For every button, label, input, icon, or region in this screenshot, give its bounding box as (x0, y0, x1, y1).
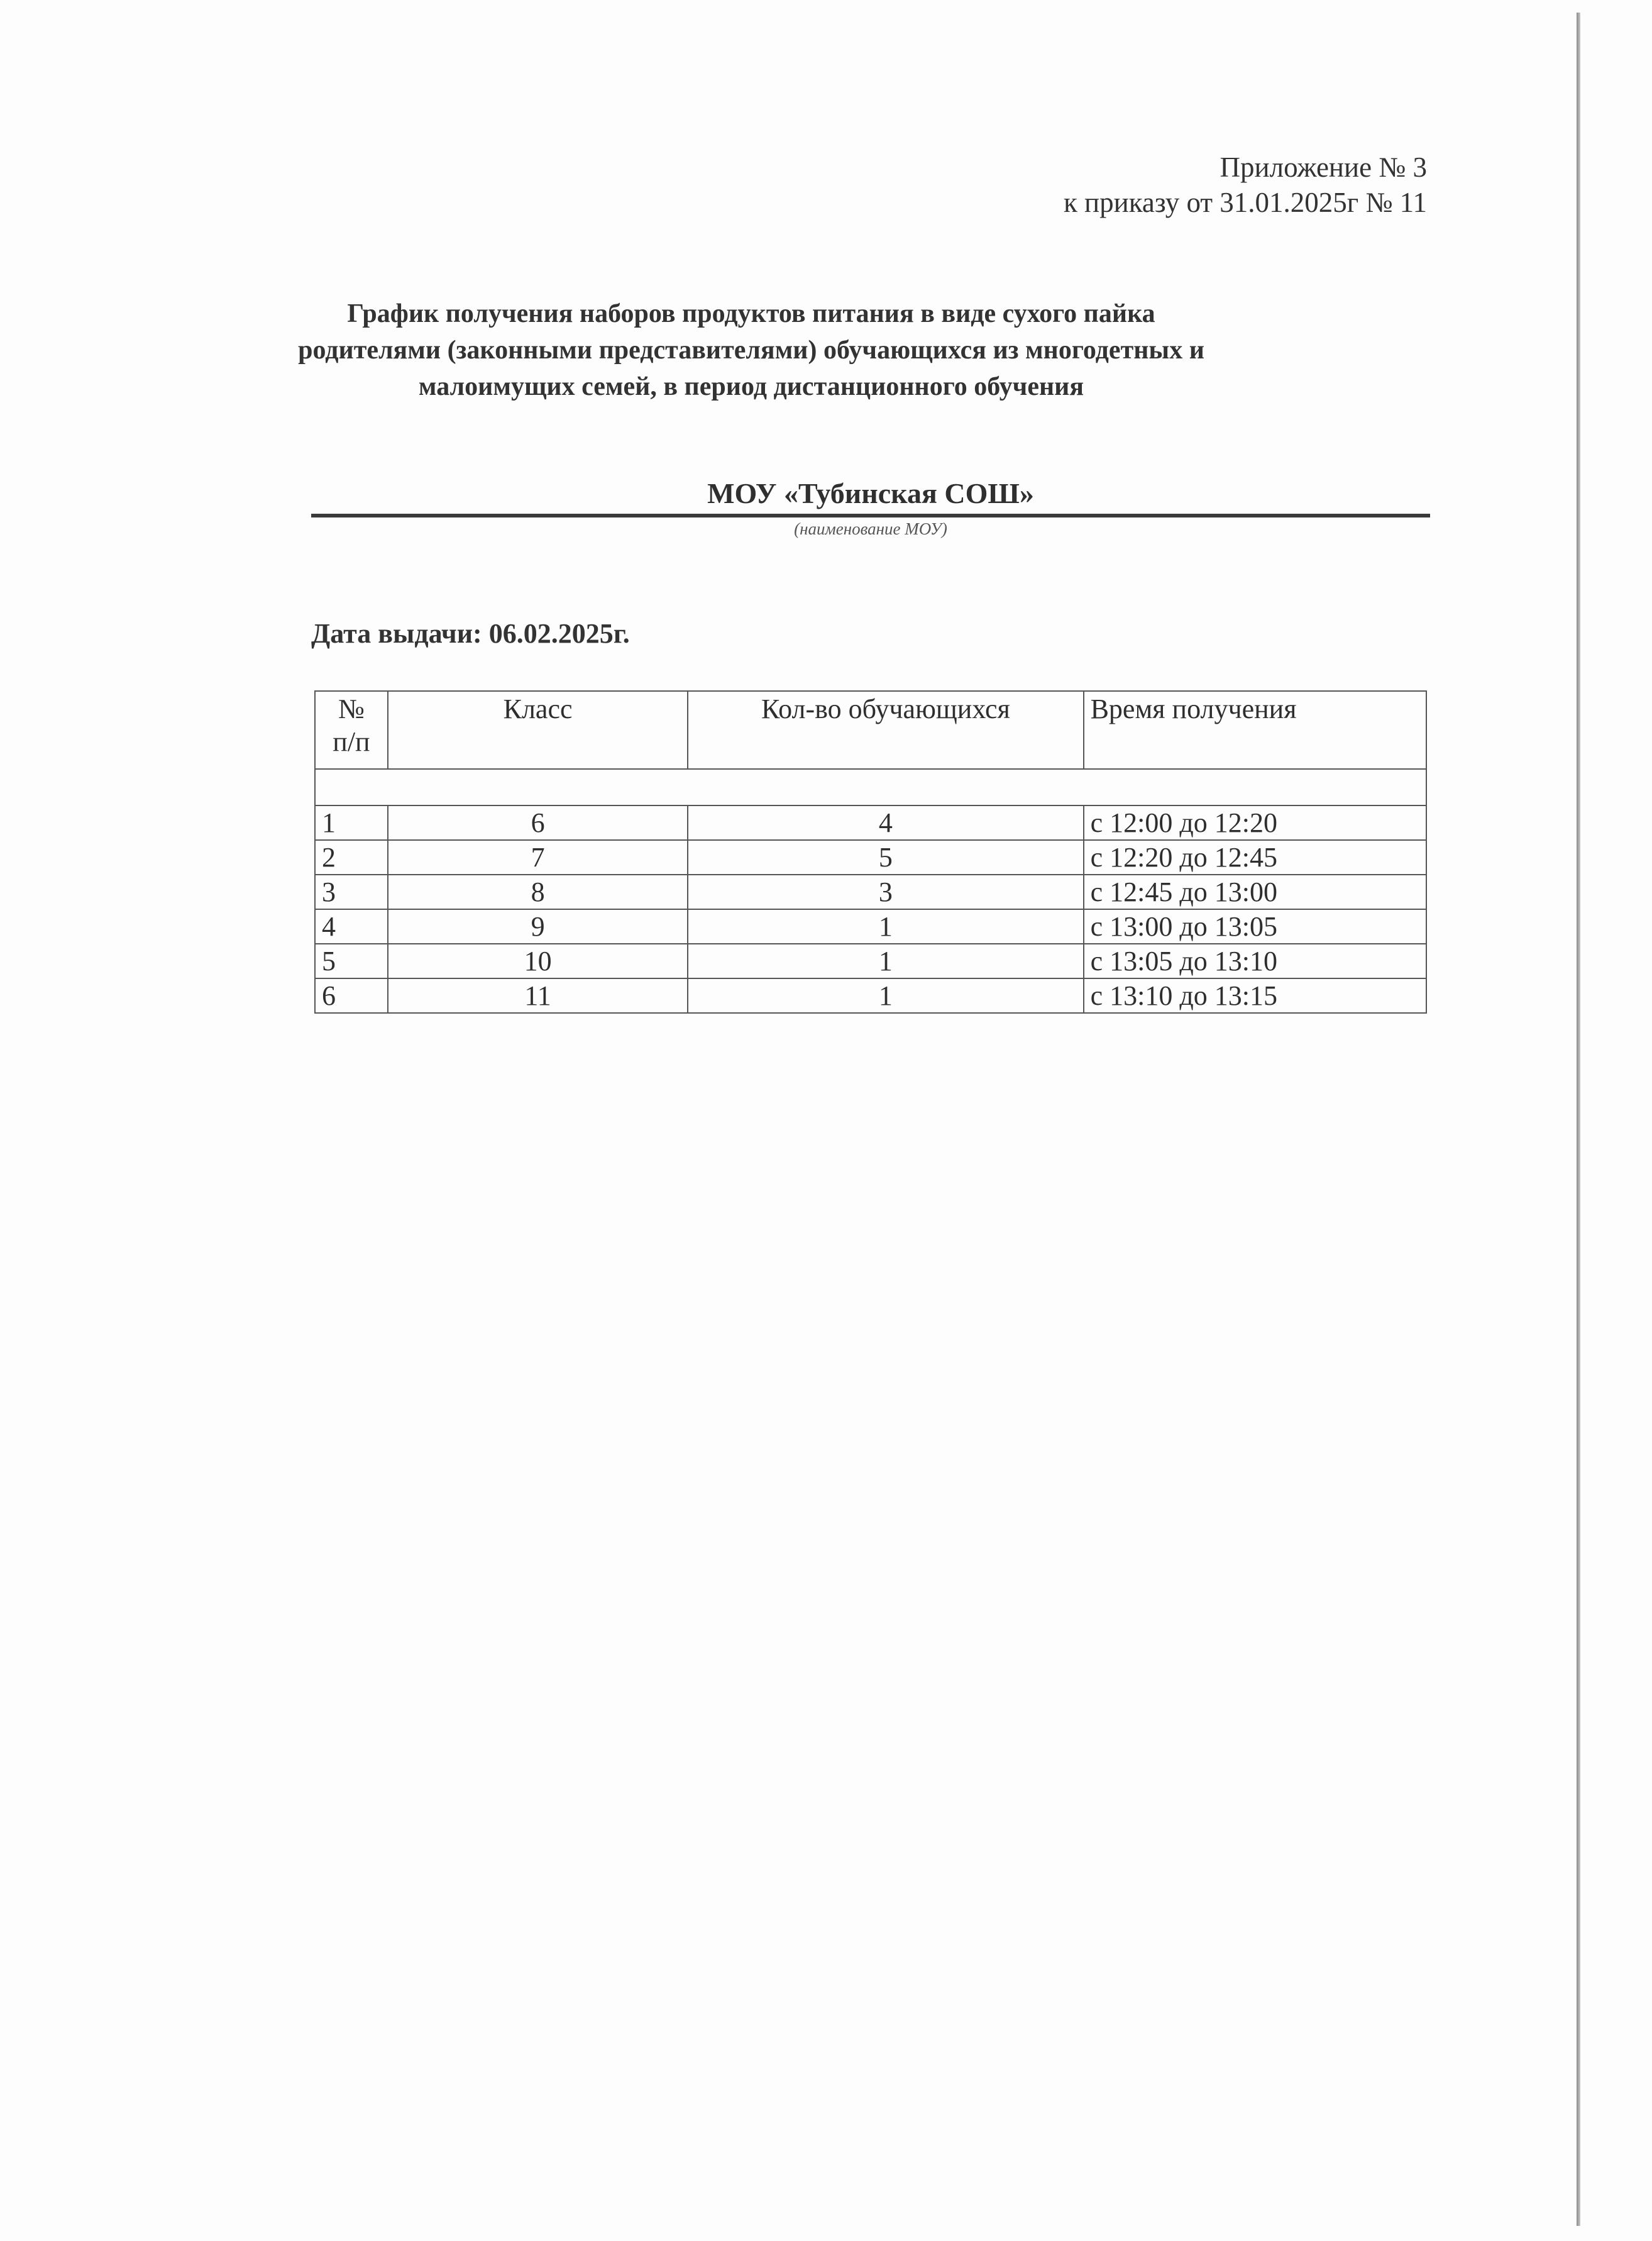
header-time: Время получения (1084, 691, 1426, 769)
scan-page-edge (1577, 13, 1580, 2226)
cell-time: с 13:05 до 13:10 (1084, 944, 1426, 978)
cell-number: 3 (315, 875, 388, 909)
appendix-reference (1064, 150, 1427, 220)
cell-number: 4 (315, 909, 388, 944)
cell-count: 5 (688, 840, 1083, 875)
cell-number: 1 (315, 805, 388, 840)
cell-class: 9 (388, 909, 688, 944)
cell-count: 1 (688, 978, 1083, 1013)
table-row (315, 944, 1426, 978)
issue-date: Дата выдачи: 06.02.2025г. (311, 618, 630, 649)
table-spacer-cell (315, 769, 1426, 805)
cell-class: 8 (388, 875, 688, 909)
cell-time: с 12:20 до 12:45 (1084, 840, 1426, 875)
cell-count: 1 (688, 909, 1083, 944)
header-number-symbol: № (338, 694, 365, 724)
header-number-abbr: п/п (333, 726, 370, 757)
cell-count: 1 (688, 944, 1083, 978)
cell-time: с 12:00 до 12:20 (1084, 805, 1426, 840)
document-title (295, 296, 1207, 405)
cell-class: 6 (388, 805, 688, 840)
cell-time: с 12:45 до 13:00 (1084, 875, 1426, 909)
cell-time: с 13:10 до 13:15 (1084, 978, 1426, 1013)
organization-caption: (наименование МОУ) (794, 519, 947, 538)
cell-count: 4 (688, 805, 1083, 840)
appendix-number: Приложение № 3 (1220, 152, 1427, 183)
table-row (315, 909, 1426, 944)
cell-class: 10 (388, 944, 688, 978)
table-row (315, 840, 1426, 875)
title-line-3: малоимущих семей, в период дистанционного обучения (418, 372, 1084, 401)
organization-block (311, 475, 1430, 540)
table-header-row (315, 691, 1426, 769)
table-row (315, 875, 1426, 909)
cell-time: с 13:00 до 13:05 (1084, 909, 1426, 944)
header-class: Класс (388, 691, 688, 769)
header-number (315, 691, 388, 769)
table-row (315, 805, 1426, 840)
cell-count: 3 (688, 875, 1083, 909)
cell-class: 11 (388, 978, 688, 1013)
title-line-1: График получения наборов продуктов питания в виде сухого пайка (347, 299, 1155, 328)
schedule-table (314, 690, 1427, 1014)
order-reference: к приказу от 31.01.2025г № 11 (1063, 187, 1427, 218)
header-count: Кол-во обучающихся (688, 691, 1083, 769)
cell-class: 7 (388, 840, 688, 875)
cell-number: 2 (315, 840, 388, 875)
title-line-2: родителями (законными представителями) обучающихся из многодетных и (298, 336, 1204, 365)
cell-number: 6 (315, 978, 388, 1013)
table-spacer-row (315, 769, 1426, 805)
table-row (315, 978, 1426, 1013)
organization-name: МОУ «Тубинская СОШ» (707, 477, 1034, 509)
cell-number: 5 (315, 944, 388, 978)
